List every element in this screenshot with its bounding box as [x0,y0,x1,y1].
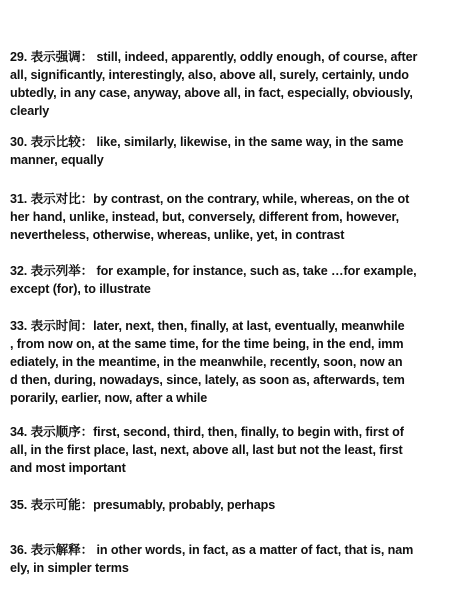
entry-line: 36. 表示解释： in other words, in fact, as a matter of fact, that is, nam [10,543,414,557]
entry-line: 30. 表示比较： like, similarly, likewise, in the same way, in the same [10,135,404,149]
entry-line: porarily, earlier, now, after a while [10,391,208,405]
entry-line: 33. 表示时间：later, next, then, finally, at last, eventually, meanwhile [10,319,405,333]
entry-line: 29. 表示强调： still, indeed, apparently, oddly enough, of course, after [10,50,418,64]
entry-36-explanation [10,541,453,577]
entry-30-comparison [10,133,453,169]
entry-line: 31. 表示对比：by contrast, on the contrary, while, whereas, on the ot [10,192,410,206]
entry-34-sequence [10,423,453,477]
entry-line: , from now on, at the same time, for the time being, in the end, imm [10,337,404,351]
entry-line: d then, during, nowadays, since, lately, as soon as, afterwards, tem [10,373,405,387]
entry-32-examples [10,262,453,298]
entry-line: except (for), to illustrate [10,282,151,296]
entry-line: clearly [10,104,50,118]
entry-line: all, in the first place, last, next, above all, last but not the least, first [10,443,403,457]
entry-line: ediately, in the meantime, in the meanwhile, recently, soon, now an [10,355,403,369]
entry-line: 32. 表示列举： for example, for instance, such as, take …for example, [10,264,417,278]
entry-line: her hand, unlike, instead, but, conversely, different from, however, [10,210,400,224]
entry-29-emphasis [10,48,453,120]
entry-31-contrast [10,190,453,244]
entry-line: ely, in simpler terms [10,561,129,575]
entry-33-time [10,317,453,407]
entry-line: ubtedly, in any case, anyway, above all, in fact, especially, obviously, [10,86,413,100]
entry-35-possibility [10,496,453,514]
entry-line: 35. 表示可能：presumably, probably, perhaps [10,498,276,512]
entry-line: and most important [10,461,126,475]
entry-line: nevertheless, otherwise, whereas, unlike, yet, in contrast [10,228,345,242]
entry-line: manner, equally [10,153,104,167]
entry-line: all, significantly, interestingly, also, above all, surely, certainly, undo [10,68,409,82]
entry-line: 34. 表示顺序：first, second, third, then, finally, to begin with, first of [10,425,404,439]
